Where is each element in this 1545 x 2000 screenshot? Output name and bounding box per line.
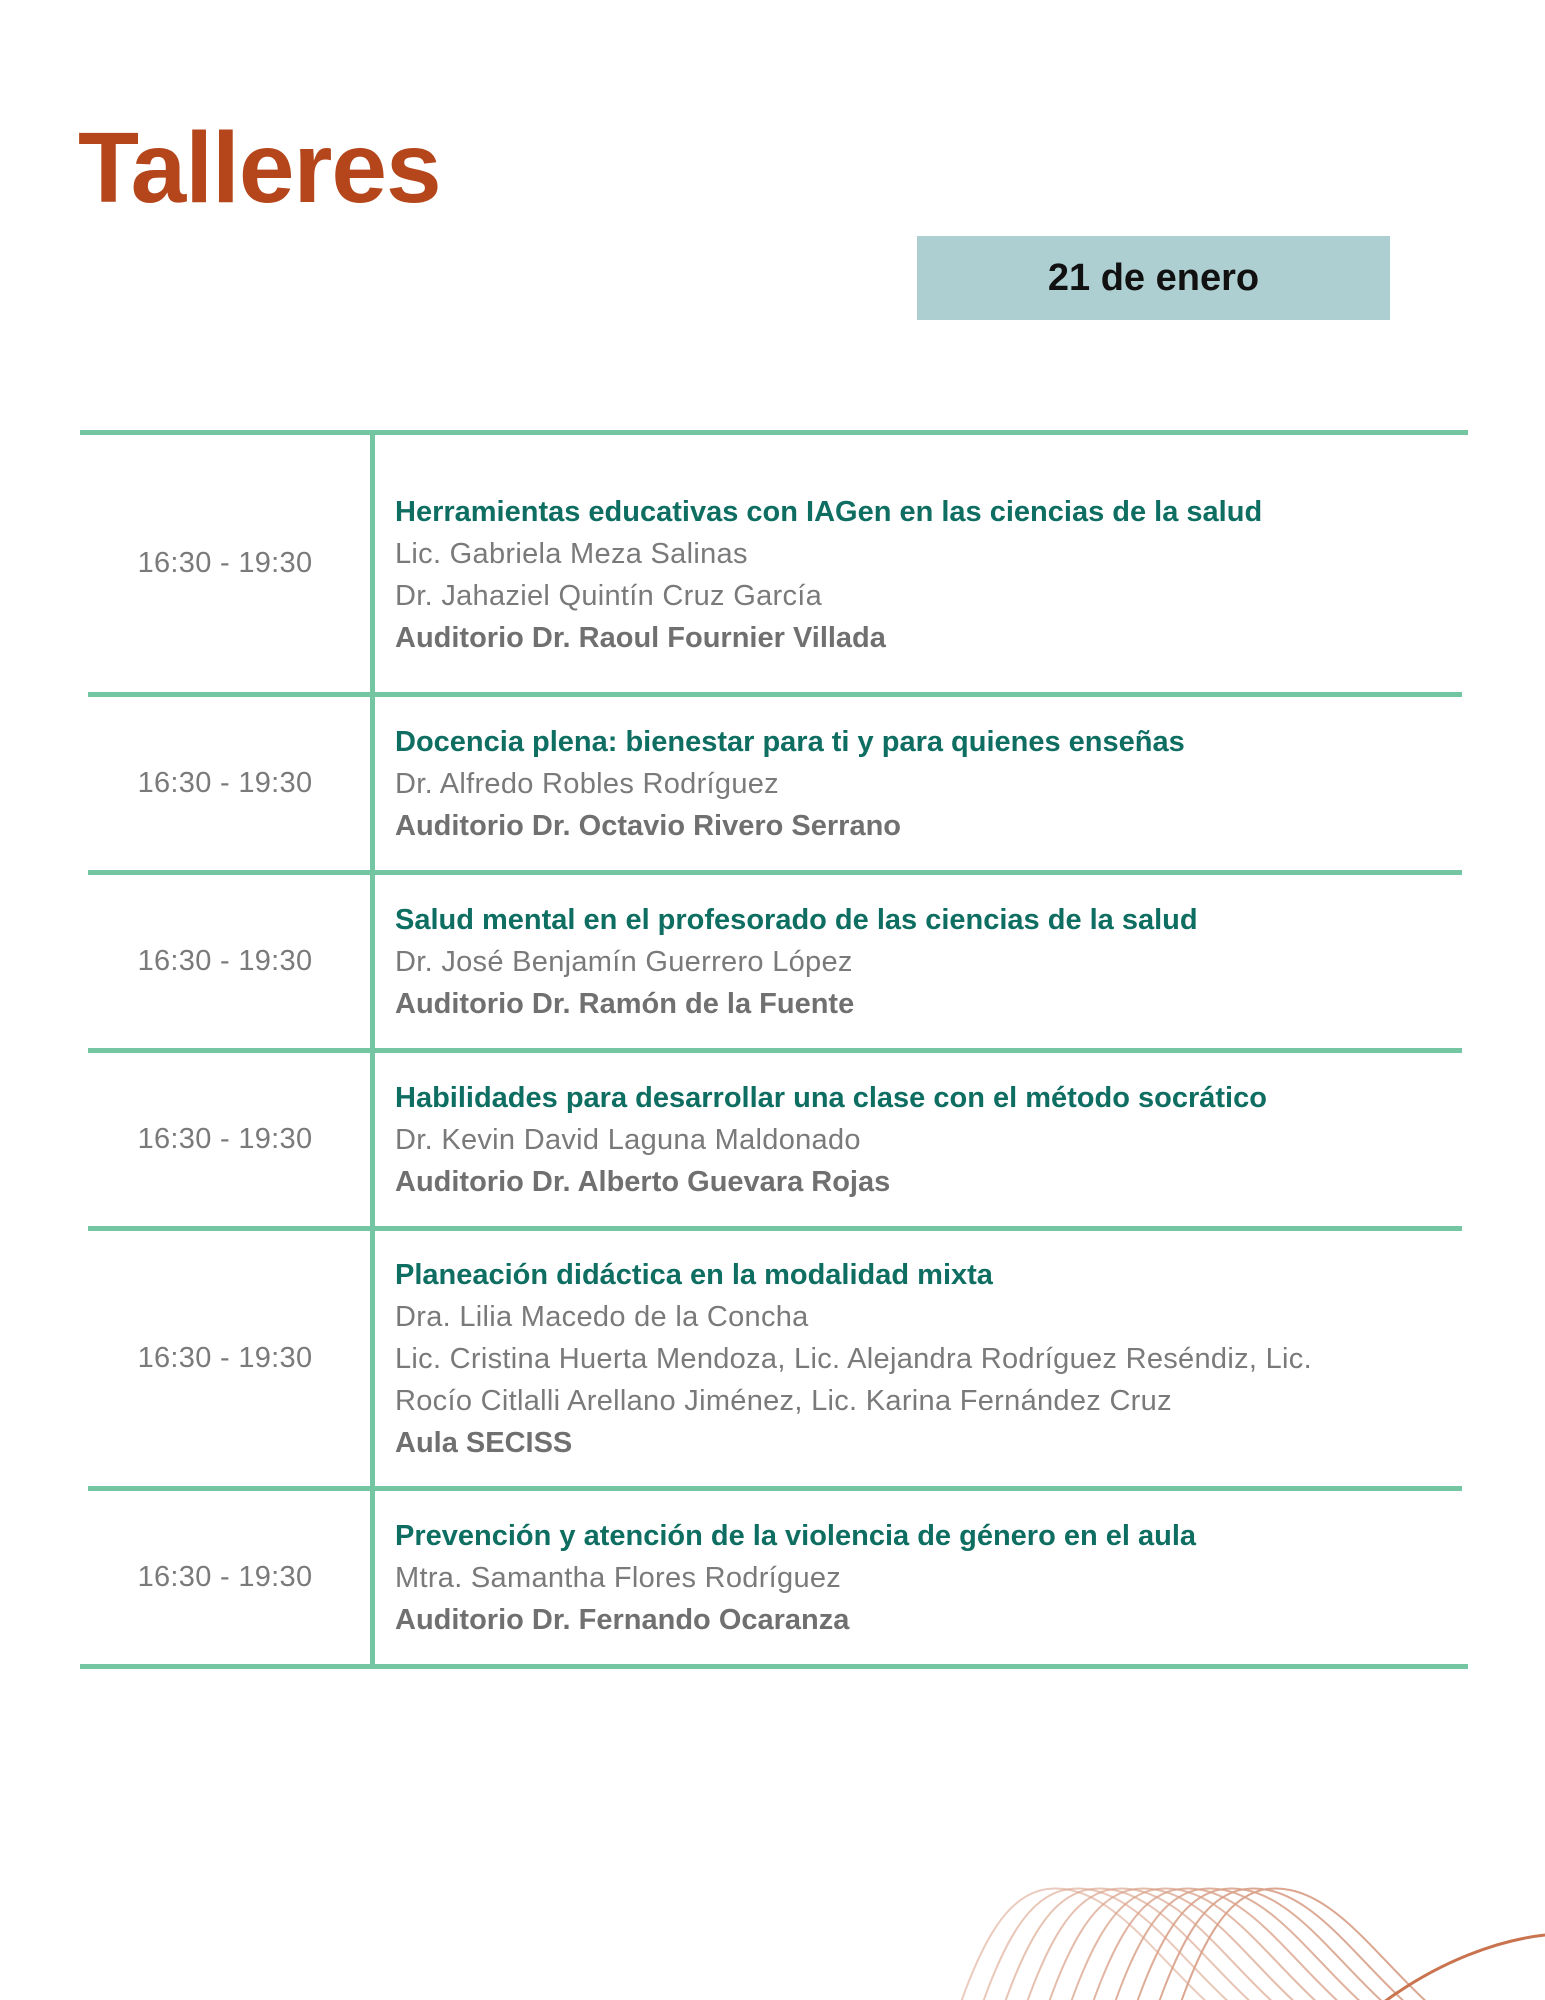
session-title: Salud mental en el profesorado de las ciencias de la salud: [395, 903, 1198, 936]
session-title: Planeación didáctica en la modalidad mixta: [395, 1258, 993, 1291]
session-details: [375, 875, 1468, 1048]
session-row: [80, 435, 1468, 692]
session-details: [375, 435, 1468, 692]
session-time: 16:30 - 19:30: [137, 1561, 313, 1593]
session-presenter: Mtra. Samantha Flores Rodríguez: [395, 1561, 842, 1594]
session-presenter: Dr. José Benjamín Guerrero López: [395, 945, 853, 978]
session-time: 16:30 - 19:30: [137, 1123, 313, 1155]
date-badge: 21 de enero: [917, 236, 1390, 320]
deco-sweep-line: [1380, 1935, 1545, 2000]
session-details: [375, 1231, 1468, 1486]
session-venue: Aula SECISS: [395, 1426, 573, 1459]
session-title: Herramientas educativas con IAGen en las ciencias de la salud: [395, 495, 1263, 528]
session-details: [375, 1491, 1468, 1664]
session-row: [80, 1491, 1468, 1664]
session-time: 16:30 - 19:30: [137, 945, 313, 977]
session-row: [80, 697, 1468, 870]
session-venue: Auditorio Dr. Raoul Fournier Villada: [395, 621, 886, 654]
session-presenter: Dr. Alfredo Robles Rodríguez: [395, 767, 779, 800]
session-presenter: Dr. Kevin David Laguna Maldonado: [395, 1123, 861, 1156]
session-title: Habilidades para desarrollar una clase con el método socrático: [395, 1081, 1267, 1114]
session-presenter: Lic. Gabriela Meza Salinas: [395, 537, 748, 570]
page-title: Talleres: [78, 112, 441, 224]
session-presenter: Rocío Citlalli Arellano Jiménez, Lic. Karina Fernández Cruz: [395, 1384, 1172, 1417]
session-presenter: Lic. Cristina Huerta Mendoza, Lic. Alejandra Rodríguez Reséndiz, Lic.: [395, 1342, 1312, 1375]
session-details: [375, 697, 1468, 870]
session-venue: Auditorio Dr. Octavio Rivero Serrano: [395, 809, 901, 842]
session-title: Prevención y atención de la violencia de género en el aula: [395, 1519, 1197, 1552]
session-presenter: Dra. Lilia Macedo de la Concha: [395, 1300, 809, 1333]
session-time: 16:30 - 19:30: [137, 767, 313, 799]
session-row: [80, 1053, 1468, 1226]
schedule-table: [80, 430, 1468, 1669]
session-details: [375, 1053, 1468, 1226]
session-presenter: Dr. Jahaziel Quintín Cruz García: [395, 579, 823, 612]
table-bottom-rule: [80, 1664, 1468, 1669]
session-venue: Auditorio Dr. Alberto Guevara Rojas: [395, 1165, 891, 1198]
session-title: Docencia plena: bienestar para ti y para quienes enseñas: [395, 725, 1185, 758]
session-time: 16:30 - 19:30: [137, 547, 313, 579]
session-time: 16:30 - 19:30: [137, 1342, 313, 1374]
decorative-waves-graphic: [940, 1880, 1545, 2000]
session-row: [80, 1231, 1468, 1486]
session-venue: Auditorio Dr. Ramón de la Fuente: [395, 987, 855, 1020]
session-row: [80, 875, 1468, 1048]
session-venue: Auditorio Dr. Fernando Ocaranza: [395, 1603, 850, 1636]
